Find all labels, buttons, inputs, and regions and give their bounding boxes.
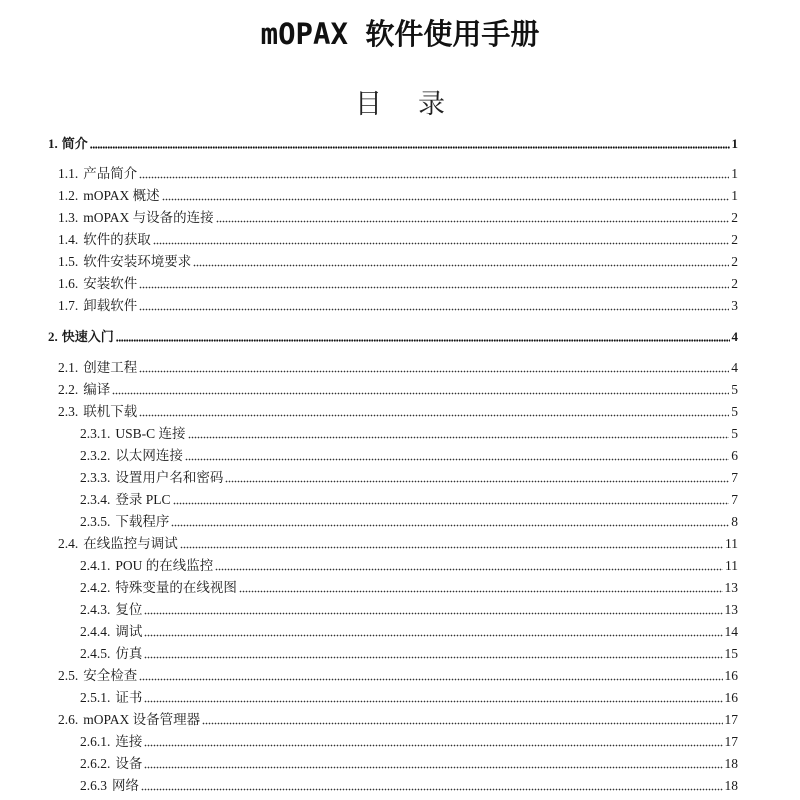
toc-entry-number: 1.3. (58, 210, 79, 225)
toc-entry-page-number: 4 (731, 329, 738, 344)
toc-entry-number: 2.3. (58, 404, 79, 419)
dot-leader (139, 413, 729, 417)
toc-entry-number: 1.6. (58, 276, 79, 291)
toc-entry-page-number: 16 (724, 668, 738, 683)
toc-entry-level-2[interactable] (58, 708, 738, 728)
toc-entry-label: 以太网连接 (115, 448, 183, 463)
toc-entry-page-number: 2 (731, 276, 738, 291)
dot-leader (144, 633, 722, 637)
toc-entry-number: 2.5. (58, 668, 79, 683)
toc-entry-level-3[interactable] (80, 466, 738, 486)
toc-entry-page-number: 17 (724, 734, 738, 749)
toc-entry-number: 2.4. (58, 536, 79, 551)
toc-entry-number: 2.6. (58, 712, 79, 727)
dot-leader (239, 589, 723, 593)
toc-entry-number: 2.3.2. (80, 448, 111, 463)
toc-entry-label: 连接 (115, 734, 143, 749)
toc-entry-level-3[interactable] (80, 488, 738, 508)
toc-entry-page-number: 7 (731, 492, 738, 507)
toc-entry-level-2[interactable] (58, 228, 738, 248)
toc-entry-label: 安装软件 (83, 276, 138, 291)
toc-entry-level-3[interactable] (80, 752, 738, 772)
toc-entry-page-number: 16 (724, 690, 738, 705)
toc-entry-number: 2.4.1. (80, 558, 111, 573)
toc-entry-number: 1.1. (58, 166, 79, 181)
toc-entry-number: 2.4.5. (80, 646, 111, 661)
toc-entry-page-number: 4 (731, 360, 738, 375)
dot-leader (90, 145, 730, 149)
toc-entry-level-3[interactable] (80, 444, 738, 464)
toc-entry-page-number: 6 (731, 448, 738, 463)
toc-entry-number: 1.2. (58, 188, 79, 203)
dot-leader (171, 523, 729, 527)
toc-entry-label: 快速入门 (61, 329, 114, 344)
toc-entry-number: 2.2. (58, 382, 79, 397)
dot-leader (173, 501, 730, 505)
toc-entry-level-1[interactable] (48, 132, 738, 152)
toc-entry-level-3[interactable] (80, 422, 738, 442)
toc-entry-level-3[interactable] (80, 598, 738, 618)
toc-entry-label: 下载程序 (115, 514, 170, 529)
toc-entry-page-number: 5 (731, 404, 738, 419)
toc-entry-level-2[interactable] (58, 206, 738, 226)
toc-entry-page-number: 11 (725, 558, 738, 573)
toc-entry-page-number: 5 (731, 426, 738, 441)
dot-leader (139, 307, 729, 311)
toc-entry-number: 1.4. (58, 232, 79, 247)
toc-entry-level-2[interactable] (58, 250, 738, 270)
toc-entry-label: POU 的在线监控 (115, 558, 214, 573)
toc-entry-label: 联机下载 (83, 404, 138, 419)
toc-entry-label: 复位 (115, 602, 143, 617)
toc-entry-number: 2.1. (58, 360, 79, 375)
dot-leader (116, 338, 730, 342)
dot-leader (144, 655, 722, 659)
toc-entry-label: 登录 PLC (115, 492, 171, 507)
toc-entry-number: 2.4.2. (80, 580, 111, 595)
toc-entry-label: mOPAX 设备管理器 (83, 712, 201, 727)
dot-leader (225, 479, 729, 483)
dot-leader (153, 241, 730, 245)
toc-entry-level-3[interactable] (80, 686, 738, 706)
toc-entry-page-number: 13 (724, 580, 738, 595)
dot-leader (144, 765, 722, 769)
toc-entry-label: 安全检查 (83, 668, 138, 683)
dot-leader (202, 721, 722, 725)
toc-entry-page-number: 2 (731, 254, 738, 269)
toc-entry-page-number: 8 (731, 514, 738, 529)
toc-entry-number: 1. (48, 136, 58, 151)
toc-entry-label: 特殊变量的在线视图 (115, 580, 237, 595)
toc-entry-page-number: 3 (731, 298, 738, 313)
toc-entry-page-number: 15 (724, 646, 738, 661)
toc-entry-level-3[interactable] (80, 620, 738, 640)
dot-leader (139, 677, 722, 681)
dot-leader (139, 285, 729, 289)
toc-entry-label: 软件的获取 (83, 232, 151, 247)
toc-entry-level-2[interactable] (58, 184, 738, 204)
dot-leader (188, 435, 730, 439)
toc-entry-label: 设置用户名和密码 (115, 470, 224, 485)
toc-entry-level-2[interactable] (58, 532, 738, 552)
toc-entry-page-number: 18 (724, 756, 738, 771)
toc-entry-number: 2.6.1. (80, 734, 111, 749)
toc-entry-number: 1.7. (58, 298, 79, 313)
toc-entry-label: mOPAX 与设备的连接 (83, 210, 214, 225)
toc-entry-label: 设备 (115, 756, 143, 771)
toc-entry-page-number: 7 (731, 470, 738, 485)
toc-entry-level-2[interactable] (58, 378, 738, 398)
toc-entry-number: 1.5. (58, 254, 79, 269)
toc-entry-level-2[interactable] (58, 356, 738, 376)
toc-entry-page-number: 14 (724, 624, 738, 639)
toc-entry-number: 2.4.4. (80, 624, 111, 639)
toc-entry-label: USB-C 连接 (115, 426, 186, 441)
toc-entry-label: mOPAX 概述 (83, 188, 160, 203)
dot-leader (139, 369, 729, 373)
toc-entry-level-3[interactable] (80, 642, 738, 662)
toc-entry-label: 在线监控与调试 (83, 536, 178, 551)
toc-entry-label: 软件安装环境要求 (83, 254, 192, 269)
toc-entry-number: 2.3.3. (80, 470, 111, 485)
toc-entry-number: 2. (48, 329, 58, 344)
toc-entry-page-number: 1 (731, 188, 738, 203)
toc-entry-page-number: 5 (731, 382, 738, 397)
toc-entry-page-number: 11 (725, 536, 738, 551)
toc-entry-number: 2.6.2. (80, 756, 111, 771)
toc-entry-level-2[interactable] (58, 664, 738, 684)
toc-entry-level-3[interactable] (80, 554, 738, 574)
toc-entry-label: 证书 (115, 690, 143, 705)
toc-entry-level-2[interactable] (58, 162, 738, 182)
toc-entry-page-number: 17 (724, 712, 738, 727)
dot-leader (139, 175, 729, 179)
toc-entry-label: 编译 (83, 382, 111, 397)
dot-leader (141, 787, 723, 791)
toc-entry-number: 2.5.1. (80, 690, 111, 705)
toc-entry-label: 产品简介 (83, 166, 138, 181)
dot-leader (216, 219, 730, 223)
dot-leader (180, 545, 723, 549)
toc-entry-level-3[interactable] (80, 774, 738, 794)
toc-entry-page-number: 18 (724, 778, 738, 793)
toc-entry-label: 仿真 (115, 646, 143, 661)
toc-entry-level-3[interactable] (80, 510, 738, 530)
toc-entry-level-2[interactable] (58, 272, 738, 292)
toc-entry-number: 2.4.3. (80, 602, 111, 617)
dot-leader (144, 743, 722, 747)
toc-entry-label: 创建工程 (83, 360, 138, 375)
toc-entry-number: 2.3.4. (80, 492, 111, 507)
toc-entry-label: 网络 (112, 778, 139, 793)
toc-heading (0, 82, 800, 121)
toc-entry-page-number: 2 (731, 210, 738, 225)
toc-entry-level-1[interactable] (48, 325, 738, 345)
toc-heading-char-1: 目 (355, 89, 382, 119)
toc-entry-label: 简介 (61, 136, 88, 151)
dot-leader (144, 699, 722, 703)
toc-entry-level-2[interactable] (58, 294, 738, 314)
toc-entry-level-3[interactable] (80, 730, 738, 750)
document-title: mOPAX 软件使用手册 (260, 17, 540, 51)
toc-entry-page-number: 1 (731, 136, 738, 151)
dot-leader (162, 197, 730, 201)
toc-entry-number: 2.6.3 (80, 778, 107, 793)
toc-entry-number: 2.3.5. (80, 514, 111, 529)
toc-entry-level-3[interactable] (80, 576, 738, 596)
toc-entry-page-number: 13 (724, 602, 738, 617)
toc-heading-char-2: 录 (418, 89, 445, 119)
dot-leader (144, 611, 722, 615)
toc-entry-page-number: 1 (731, 166, 738, 181)
toc-entry-label: 调试 (115, 624, 143, 639)
dot-leader (215, 567, 723, 571)
toc-entry-label: 卸载软件 (83, 298, 138, 313)
toc-entry-number: 2.3.1. (80, 426, 111, 441)
toc-entry-page-number: 2 (731, 232, 738, 247)
dot-leader (185, 457, 729, 461)
toc-entry-level-2[interactable] (58, 400, 738, 420)
dot-leader (112, 391, 729, 395)
dot-leader (193, 263, 729, 267)
